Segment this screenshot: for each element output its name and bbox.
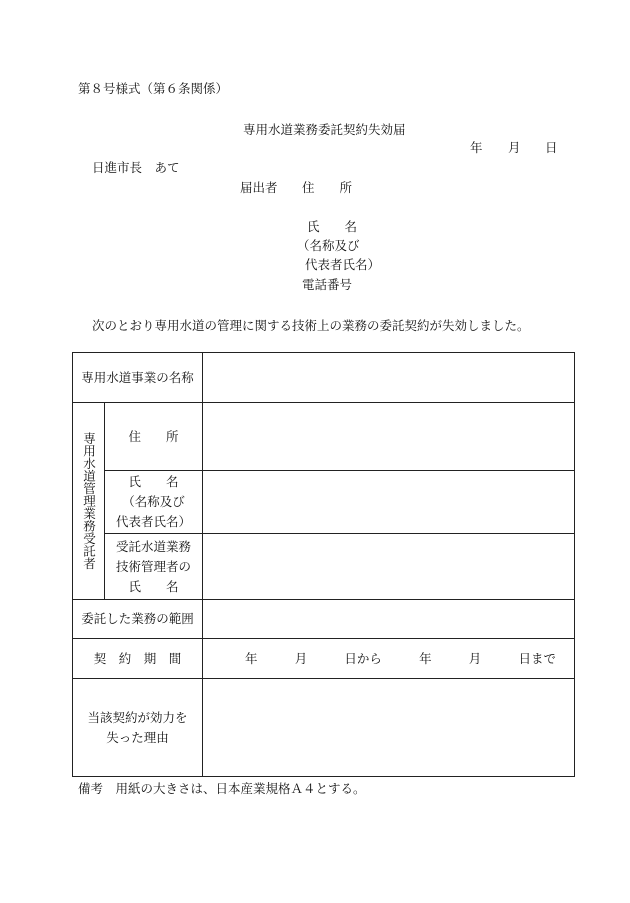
form-number: 第８号様式（第６条関係） — [78, 81, 229, 96]
row-business-name — [73, 353, 575, 403]
period-to-day: 日まで — [518, 650, 556, 666]
row-reason — [73, 679, 575, 777]
date-month-label: 月 — [508, 140, 521, 155]
applicant-phone-label: 電話番号 — [302, 277, 353, 292]
reason-field[interactable] — [203, 679, 575, 777]
period-from-day: 日から — [344, 650, 382, 666]
business-name-field[interactable] — [203, 353, 575, 403]
row-contractor-address — [73, 403, 575, 471]
row-technical-manager — [73, 534, 575, 600]
contractor-name-line-2: （名称及び — [122, 494, 185, 509]
reason-line-2: 失った理由 — [106, 729, 169, 745]
contractor-name-line-3: 代表者氏名） — [116, 514, 192, 529]
contractor-name-line-1: 氏 名 — [128, 474, 179, 489]
applicant-name-label: 氏 名 — [307, 219, 358, 234]
date-day-label: 日 — [545, 140, 558, 155]
date-year-label: 年 — [470, 140, 483, 155]
document-title: 専用水道業務委託契約失効届 — [243, 122, 406, 137]
contractor-group-cell — [73, 403, 105, 600]
contractor-address-field[interactable] — [203, 403, 575, 471]
contractor-name-field[interactable] — [203, 471, 575, 534]
period-from-month: 月 — [294, 650, 308, 666]
contractor-name-label-cell — [105, 471, 203, 534]
row-contract-period — [73, 639, 575, 679]
contractor-address-label: 住 所 — [105, 403, 203, 471]
period-to-month: 月 — [468, 650, 482, 666]
technical-manager-line-2: 技術管理者の — [116, 558, 192, 574]
period-from-year: 年 — [245, 650, 258, 666]
row-scope — [73, 600, 575, 639]
contract-period-field[interactable] — [203, 639, 575, 679]
applicant-name-paren-2: 代表者氏名） — [305, 257, 381, 272]
scope-label: 委託した業務の範囲 — [73, 600, 203, 639]
scope-field[interactable] — [203, 600, 575, 639]
row-contractor-name — [73, 471, 575, 534]
applicant-name-paren-1: （名称及び — [297, 238, 360, 253]
reason-label-cell — [73, 679, 203, 777]
period-to-year: 年 — [419, 650, 432, 666]
statement-text: 次のとおり専用水道の管理に関する技術上の業務の委託契約が失効しました。 — [92, 318, 530, 333]
contract-period-label: 契 約 期 間 — [73, 639, 203, 679]
addressee: 日進市長 あて — [92, 160, 180, 175]
contract-form-table — [72, 352, 575, 777]
technical-manager-field[interactable] — [203, 534, 575, 600]
technical-manager-label-cell — [105, 534, 203, 600]
contractor-group-label: 専用水道管理業務受託者 — [81, 432, 97, 570]
business-name-label: 専用水道事業の名称 — [73, 353, 203, 403]
footer-note: 備考 用紙の大きさは、日本産業規格Ａ４とする。 — [78, 781, 366, 796]
reason-line-1: 当該契約が効力を — [87, 709, 188, 725]
applicant-address-label: 住 所 — [302, 180, 353, 195]
technical-manager-line-1: 受託水道業務 — [116, 538, 192, 554]
notifier-label: 届出者 — [240, 180, 278, 195]
technical-manager-line-3: 氏 名 — [128, 578, 179, 594]
